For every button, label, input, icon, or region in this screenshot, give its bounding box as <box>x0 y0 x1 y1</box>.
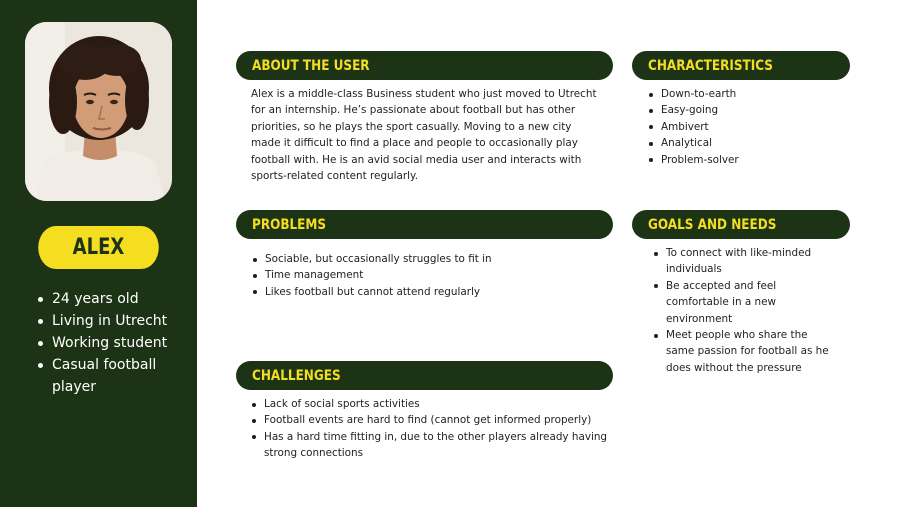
persona-portrait-image <box>25 22 172 201</box>
challenges-title: CHALLENGES <box>252 367 341 384</box>
problems-title: PROBLEMS <box>252 216 327 233</box>
about-header <box>236 51 613 80</box>
characteristics-header <box>632 51 850 80</box>
problem-item: Likes football but cannot attend regularly <box>252 284 602 300</box>
characteristic-item: Problem-solver <box>648 152 848 168</box>
persona-fact-location: Living in Utrecht <box>36 310 196 332</box>
challenge-item: Lack of social sports activities <box>251 396 611 412</box>
problems-list <box>252 251 602 300</box>
persona-sidebar <box>0 0 197 507</box>
persona-facts-list <box>36 288 196 398</box>
goals-list <box>653 245 833 376</box>
characteristic-item: Easy-going <box>648 102 848 118</box>
about-title: ABOUT THE USER <box>252 57 370 74</box>
characteristics-title: CHARACTERISTICS <box>648 57 773 74</box>
problems-header <box>236 210 613 239</box>
problem-item: Time management <box>252 267 602 283</box>
characteristic-item: Ambivert <box>648 119 848 135</box>
characteristic-item: Down-to-earth <box>648 86 848 102</box>
challenge-item: Has a hard time fitting in, due to the other players already having strong connections <box>251 429 611 462</box>
persona-name: ALEX <box>38 226 159 269</box>
challenges-list <box>251 396 611 462</box>
characteristics-list <box>648 86 848 168</box>
goal-item: Meet people who share the same passion for football as he does without the pressure <box>653 327 833 376</box>
challenge-item: Football events are hard to find (cannot get informed properly) <box>251 412 611 428</box>
characteristic-item: Analytical <box>648 135 848 151</box>
goals-header <box>632 210 850 239</box>
persona-fact-occupation: Working student <box>36 332 196 354</box>
goal-item: Be accepted and feel comfortable in a new environment <box>653 278 833 327</box>
persona-fact-hobby: Casual football player <box>36 354 196 398</box>
challenges-header <box>236 361 613 390</box>
goals-title: GOALS AND NEEDS <box>648 216 777 233</box>
problem-item: Sociable, but occasionally struggles to fit in <box>252 251 602 267</box>
persona-fact-age: 24 years old <box>36 288 196 310</box>
about-text: Alex is a middle-class Business student who just moved to Utrecht for an internship. He’s passionate about football but has other priorities, so he plays the sport casually. Moving to a new city made it difficult to find a place and people to occasionally play football with. He is an avid social media user and interacts with sports-related content regularly. <box>251 88 597 183</box>
goal-item: To connect with like-minded individuals <box>653 245 833 278</box>
persona-photo <box>25 22 172 201</box>
